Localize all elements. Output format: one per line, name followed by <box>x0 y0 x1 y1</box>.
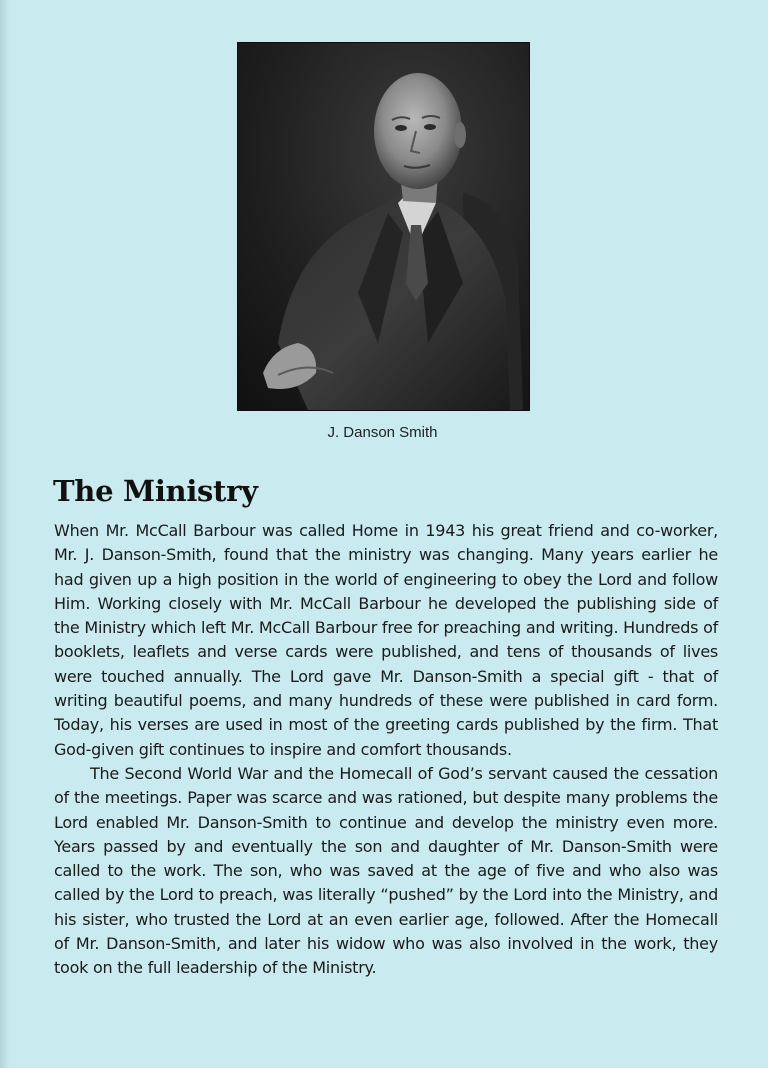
photo-caption: J. Danson Smith <box>327 424 438 441</box>
paragraph: When Mr. McCall Barbour was called Home in 1943 his great friend and co-worker, Mr. J. Danson-Smith, found that the ministry was changing. Many years earlier he had given up a high position in the world of engineering to obey the Lord and follow Him. Working closely with Mr. McCall Barbour he developed the publishing side of the Ministry which left Mr. McCall Barbour free for preaching and writing. Hundreds of booklets, leaflets and verse cards were published, and tens of thousands of lives were touched annually. The Lord gave Mr. Danson-Smith a special gift - that of writing beautiful poems, and many hundreds of these were published in card form. Today, his verses are used in most of the greeting cards published by the firm. That God-given gift continues to inspire and comfort thousands. <box>54 521 718 759</box>
portrait-illustration <box>238 43 529 410</box>
portrait-photo <box>237 42 530 411</box>
body-text <box>54 519 718 981</box>
paragraph: The Second World War and the Homecall of God’s servant caused the cessation of the meetings. Paper was scarce and was rationed, but despite many problems the Lord enabled Mr. Danson-Smith to continue and develop the ministry even more. Years passed by and eventually the son and daughter of Mr. Danson-Smith were called to the work. The son, who was saved at the age of five and who also was called by the Lord to preach, was literally “pushed” by the Lord into the Ministry, and his sister, who trusted the Lord at an even earlier age, followed. After the Homecall of Mr. Danson-Smith, and later his widow who was also involved in the work, they took on the full leadership of the Ministry. <box>54 763 718 978</box>
page-edge-shadow <box>0 0 10 1068</box>
section-heading: The Ministry <box>53 474 258 508</box>
